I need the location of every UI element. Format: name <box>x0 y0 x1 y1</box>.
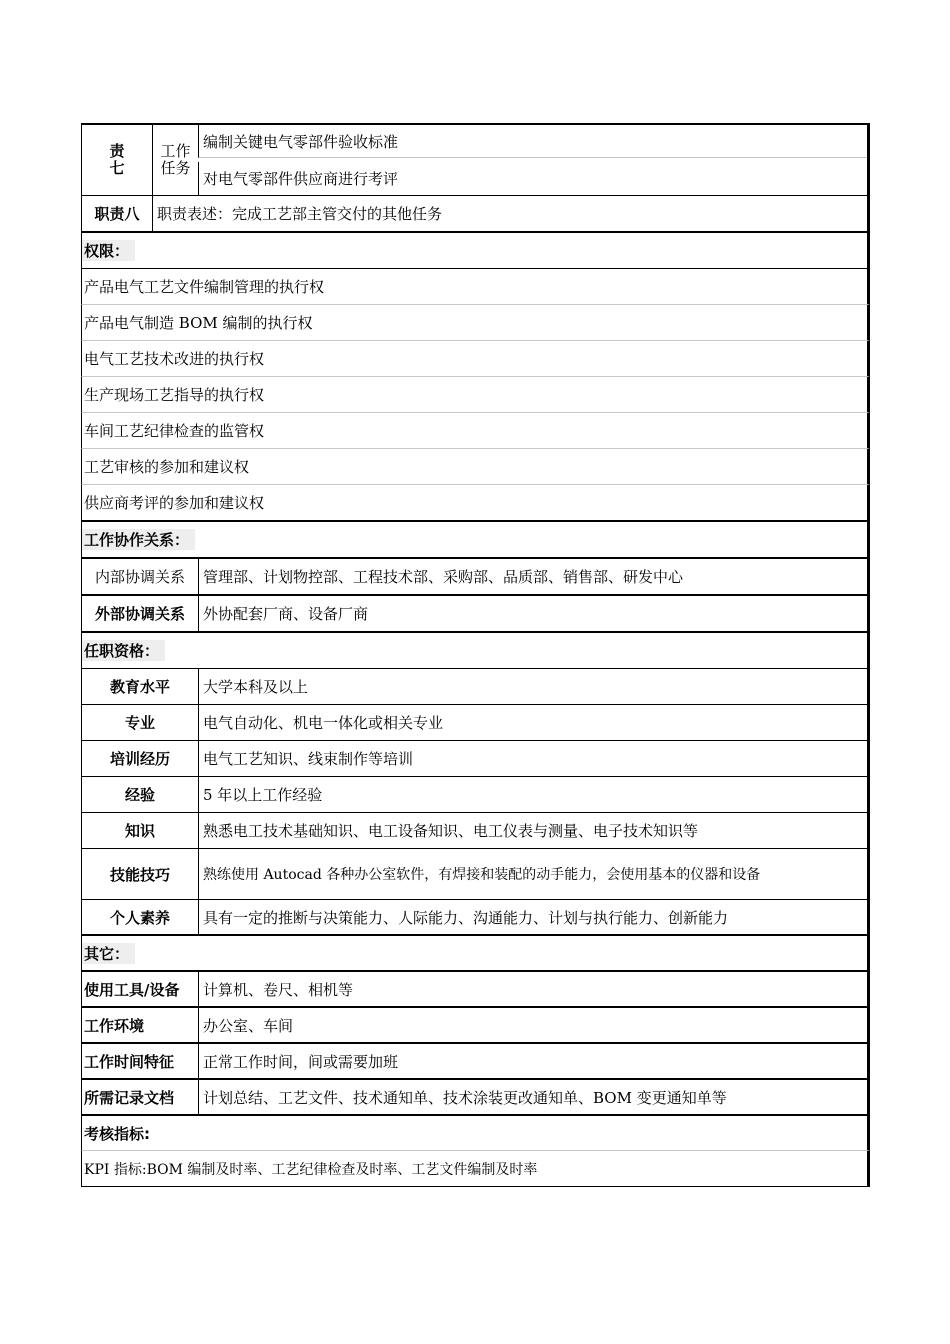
authority-item-row <box>81 377 870 413</box>
duty7-label: 责 七 <box>109 142 125 177</box>
qualification-value-cell <box>198 741 867 776</box>
qualification-value-cell <box>198 849 867 899</box>
authority-item-row <box>81 269 870 305</box>
other-value: 计划总结、工艺文件、技术通知单、技术涂装更改通知单、BOM 变更通知单等 <box>203 1088 727 1107</box>
authority-item: 车间工艺纪律检查的监管权 <box>84 422 265 440</box>
external-relations-value-cell <box>198 596 867 631</box>
qualification-row <box>81 669 870 705</box>
other-value: 正常工作时间，间或需要加班 <box>203 1052 399 1071</box>
qualification-value-cell <box>198 705 867 740</box>
other-value-cell <box>198 1008 867 1042</box>
authority-header-row <box>81 233 870 269</box>
kpi-row <box>81 1151 870 1187</box>
relations-header-row <box>81 522 870 559</box>
duty7-task-2-cell <box>198 162 867 195</box>
other-value: 计算机、卷尺、相机等 <box>203 980 354 999</box>
qualification-label: 个人素养 <box>109 908 170 927</box>
authority-item: 供应商考评的参加和建议权 <box>84 494 265 512</box>
authority-item-row <box>81 305 870 341</box>
qualification-value: 熟悉电工技术基础知识、电工设备知识、电工仪表与测量、电子技术知识等 <box>203 822 699 840</box>
qualifications-header-cell <box>82 633 867 668</box>
duty8-row <box>81 196 870 233</box>
qualifications-header: 任职资格： <box>82 640 165 661</box>
authority-item: 生产现场工艺指导的执行权 <box>84 386 265 404</box>
kpi-header-row <box>81 1116 870 1151</box>
qualification-value: 电气自动化、机电一体化或相关专业 <box>203 714 444 732</box>
authority-item-row <box>81 485 870 522</box>
authority-item-row <box>81 341 870 377</box>
qualification-label: 专业 <box>124 714 155 732</box>
kpi-header: 考核指标: <box>84 1124 150 1143</box>
duty8-text: 职责表述：完成工艺部主管交付的其他任务 <box>157 205 443 223</box>
qualification-row <box>81 849 870 900</box>
qualification-row <box>81 777 870 813</box>
external-relations-row <box>81 596 870 633</box>
authority-header: 权限： <box>82 240 135 261</box>
qualification-value-cell <box>198 813 867 848</box>
qualification-row <box>81 705 870 741</box>
internal-relations-label: 内部协调关系 <box>94 568 185 586</box>
other-header: 其它： <box>82 943 135 964</box>
kpi-header-cell <box>82 1116 867 1150</box>
duty7-task-1-cell <box>198 125 867 158</box>
authority-item-cell <box>82 413 867 448</box>
qualification-label: 知识 <box>124 822 155 840</box>
authority-item: 工艺审核的参加和建议权 <box>84 458 250 476</box>
duty7-sublabel: 工作 任务 <box>152 125 198 195</box>
authority-item-row <box>81 449 870 485</box>
qualification-label: 教育水平 <box>109 678 170 696</box>
authority-item-row <box>81 413 870 449</box>
other-row <box>81 1044 870 1080</box>
job-description-table <box>81 123 870 1187</box>
qualification-label: 培训经历 <box>109 750 170 768</box>
relations-header-cell <box>82 522 867 557</box>
other-row <box>81 1080 870 1116</box>
authority-item-cell <box>82 485 867 520</box>
other-label: 工作环境 <box>84 1016 145 1035</box>
internal-relations-value: 管理部、计划物控部、工程技术部、采购部、品质部、销售部、研发中心 <box>203 568 684 586</box>
qualification-value-cell <box>198 900 867 934</box>
external-relations-label: 外部协调关系 <box>94 605 185 623</box>
qualification-value: 大学本科及以上 <box>203 678 309 696</box>
qualification-label: 技能技巧 <box>109 865 170 884</box>
kpi-text-cell <box>82 1151 867 1186</box>
other-header-cell <box>82 936 867 970</box>
internal-relations-value-cell <box>198 559 867 594</box>
other-value-cell <box>198 972 867 1006</box>
qualification-value: 5 年以上工作经验 <box>203 786 323 804</box>
other-label: 所需记录文档 <box>84 1088 175 1107</box>
duty7-task-1: 编制关键电气零部件验收标准 <box>203 132 399 151</box>
other-value-cell <box>198 1080 867 1114</box>
qualification-value: 电气工艺知识、线束制作等培训 <box>203 750 414 768</box>
other-value: 办公室、车间 <box>203 1016 294 1035</box>
kpi-text: KPI 指标:BOM 编制及时率、工艺纪律检查及时率、工艺文件编制及时率 <box>84 1161 538 1178</box>
duty7-task-2: 对电气零部件供应商进行考评 <box>203 170 399 188</box>
qualification-row <box>81 813 870 849</box>
authority-item: 电气工艺技术改进的执行权 <box>84 350 265 368</box>
duty8-label: 职责八 <box>94 205 140 223</box>
other-label: 工作时间特征 <box>84 1052 175 1071</box>
authority-header-cell <box>82 233 867 268</box>
authority-item-cell <box>82 341 867 376</box>
qualification-value-cell <box>198 669 867 704</box>
duty8-text-cell <box>152 196 867 231</box>
qualification-row <box>81 741 870 777</box>
other-row <box>81 972 870 1008</box>
other-row <box>81 1008 870 1044</box>
authority-item-cell <box>82 377 867 412</box>
qualification-row <box>81 900 870 936</box>
authority-item-cell <box>82 305 867 340</box>
authority-item: 产品电气工艺文件编制管理的执行权 <box>84 278 325 296</box>
qualification-value: 熟练使用 Autocad 各种办公室软件，有焊接和装配的动手能力，会使用基本的仪器和设备 <box>203 867 761 883</box>
qualifications-header-row <box>81 633 870 669</box>
other-value-cell <box>198 1044 867 1078</box>
authority-item-cell <box>82 269 867 304</box>
duty7-block <box>81 123 870 196</box>
qualification-value: 具有一定的推断与决策能力、人际能力、沟通能力、计划与执行能力、创新能力 <box>203 908 729 927</box>
qualification-value-cell <box>198 777 867 812</box>
relations-header: 工作协作关系： <box>82 529 195 550</box>
other-label: 使用工具/设备 <box>84 980 180 999</box>
authority-item: 产品电气制造 BOM 编制的执行权 <box>84 314 313 332</box>
internal-relations-row <box>81 559 870 596</box>
qualification-label: 经验 <box>124 786 155 804</box>
authority-item-cell <box>82 449 867 484</box>
other-header-row <box>81 936 870 972</box>
external-relations-value: 外协配套厂商、设备厂商 <box>203 605 369 623</box>
